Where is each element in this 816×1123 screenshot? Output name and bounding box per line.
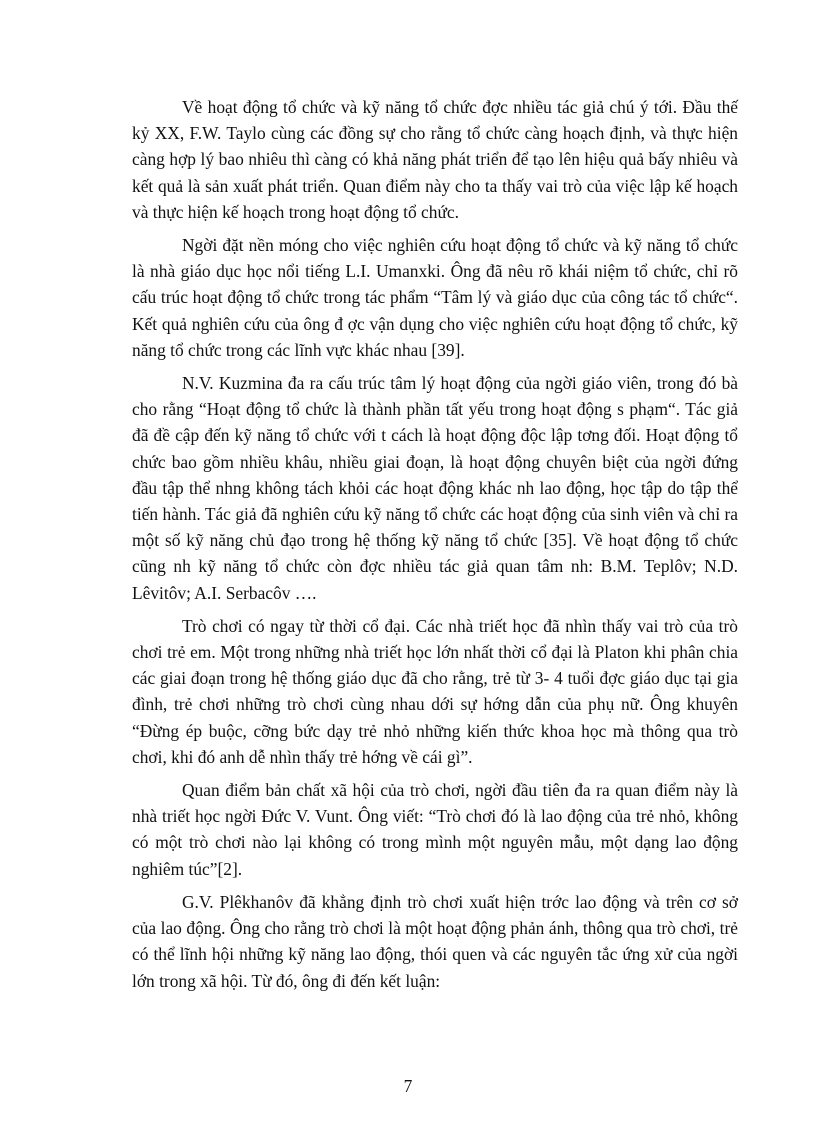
- page-body: [132, 94, 738, 994]
- paragraph-organizational-activity-history: Về hoạt động tổ chức và kỹ năng tổ chức đợc nhiều tác giả chú ý tới. Đầu thế kỷ XX, F.W. Taylo cùng các đồng sự cho rằng tổ chức càng hoạch định, và thực hiện càng hợp lý bao nhiêu thì càng có khả năng phát triển để tạo lên hiệu quả bấy nhiêu và kết quả là sản xuất phát triển. Quan điểm này cho ta thấy vai trò của việc lập kế hoạch và thực hiện kế hoạch trong hoạt động tổ chức.: [132, 97, 738, 222]
- paragraph-vunt: Quan điểm bản chất xã hội của trò chơi, ngời đầu tiên đa ra quan điểm này là nhà triết học ngời Đức V. Vunt. Ông viết: “Trò chơi đó là lao động của trẻ nhỏ, không có một trò chơi nào lại không có trong mình một nguyên mẫu, một dạng lao động nghiêm túc”[2].: [132, 780, 738, 879]
- paragraph-umanxki: Ngời đặt nền móng cho việc nghiên cứu hoạt động tổ chức và kỹ năng tổ chức là nhà giáo dục học nổi tiếng L.I. Umanxki. Ông đã nêu rõ khái niệm tổ chức, chỉ rõ cấu trúc hoạt động tổ chức trong tác phẩm “Tâm lý và giáo dục của công tác tổ chức“. Kết quả nghiên cứu của ông đ ợc vận dụng cho việc nghiên cứu hoạt động tổ chức, kỹ năng tổ chức trong các lĩnh vực khác nhau [39].: [132, 235, 738, 360]
- page-number: 7: [403, 1076, 413, 1096]
- paragraph-plekhanov: G.V. Plêkhanôv đã khẳng định trò chơi xuất hiện trớc lao động và trên cơ sở của lao động. Ông cho rằng trò chơi là một hoạt động phản ánh, thông qua trò chơi, trẻ có thể lĩnh hội những kỹ năng lao động, thói quen và các nguyên tắc ứng xử của ngời lớn trong xã hội. Từ đó, ông đi đến kết luận:: [132, 891, 738, 991]
- paragraph-kuzmina: N.V. Kuzmina đa ra cấu trúc tâm lý hoạt động của ngời giáo viên, trong đó bà cho rằng “Hoạt động tổ chức là thành phần tất yếu trong hoạt động s phạm“. Tác giả đã đề cập đến kỹ năng tổ chức với t cách là hoạt động độc lập tơng đối. Hoạt động tổ chức bao gồm nhiều khâu, nhiều giai đoạn, là hoạt động chuyên biệt của ngời đứng đầu tập thể nhng không tách khỏi các hoạt động khác nh lao động, học tập do tập thể tiến hành. Tác giả đã nghiên cứu kỹ năng tổ chức các hoạt động của sinh viên và chỉ ra một số kỹ năng chủ đạo trong hệ thống kỹ năng tổ chức [35]. Về hoạt động tổ chức cũng nh kỹ năng tổ chức còn đợc nhiều tác giả quan tâm nh: B.M. Teplôv; N.D. Lêvitôv; A.I. Serbacôv ….: [132, 373, 738, 603]
- paragraph-games-ancient-times: Trò chơi có ngay từ thời cổ đại. Các nhà triết học đã nhìn thấy vai trò của trò chơi trẻ em. Một trong những nhà triết học lớn nhất thời cổ đại là Platon khi phân chia các giai đoạn trong hệ thống giáo dục đã cho rằng, trẻ từ 3- 4 tuổi đợc giáo dục tại gia đình, trẻ chơi những trò chơi cùng nhau dới sự hớng dẫn của phụ nữ. Ông khuyên “Đừng ép buộc, cỡng bức dạy trẻ nhỏ những kiến thức khoa học mà thông qua trò chơi, khi đó anh dễ nhìn thấy trẻ hớng về cái gì”.: [132, 615, 738, 767]
